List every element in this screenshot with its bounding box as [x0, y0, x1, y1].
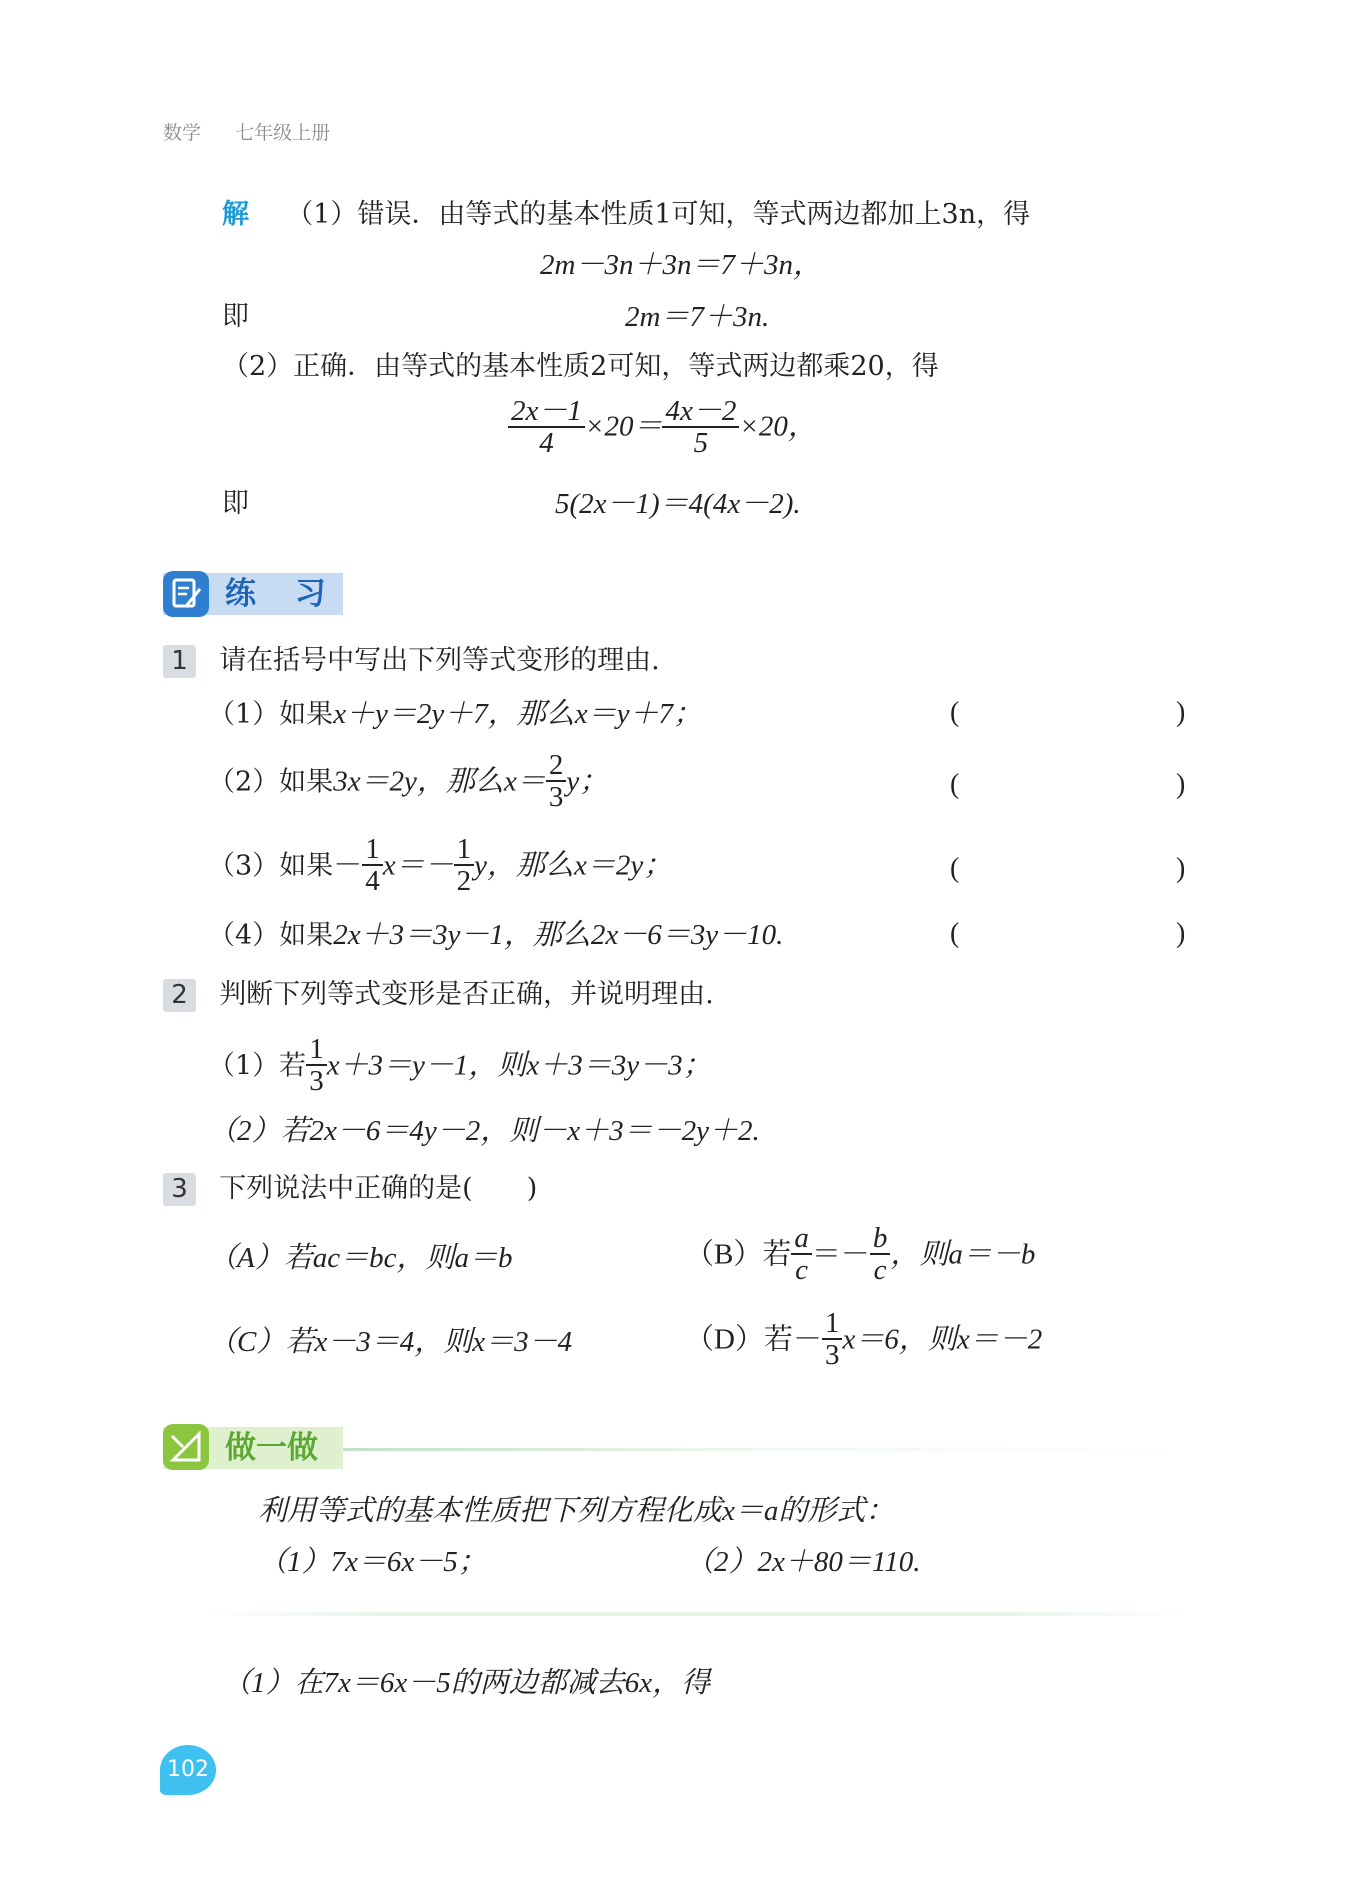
fraction: $\frac{b}{c}$	[870, 1223, 891, 1285]
solution-p1-eq1: 2m－3n＋3n＝7＋3n，	[540, 249, 822, 281]
fraction: $\frac{1}{2}$	[454, 834, 475, 896]
q2-item-1: （1）若 $\frac{1}{3}$ x＋3＝y－1，则x＋3＝3y－3；	[208, 1033, 712, 1097]
q3-stem: 3 下列说法中正确的是( )	[163, 1172, 537, 1206]
fraction: $\frac{2x-1}{4}$	[508, 396, 585, 458]
note-icon	[163, 571, 209, 617]
q3-option-c: （C）若x－3＝4，则x＝3－4	[208, 1326, 573, 1358]
q3-option-b: （B）若 $\frac{a}{c}$ ＝－ $\frac{b}{c}$ ，则a＝－b	[685, 1222, 1036, 1286]
activity-bottom-line	[200, 1612, 1190, 1616]
q1-item-3: （3）如果－ $\frac{1}{4}$ x＝－ $\frac{1}{2}$ y，那么x＝2y；	[208, 833, 673, 897]
fraction: $\frac{a}{c}$	[791, 1223, 812, 1285]
fraction: $\frac{1}{3}$	[306, 1034, 327, 1096]
answer-paren-right-4: )	[1176, 918, 1186, 949]
header-grade: 七年级上册	[235, 122, 331, 144]
q3-option-d: （D）若－ $\frac{1}{3}$ x＝6，则x＝－2	[685, 1307, 1043, 1371]
solution-p1-intro: （1）错误．由等式的基本性质1可知，等式两边都加上3n，得	[286, 199, 1031, 230]
q2-number: 2	[163, 979, 196, 1012]
fraction: $\frac{4x-2}{5}$	[662, 396, 739, 458]
answer-paren-right-2: )	[1176, 769, 1186, 800]
ji-label: 即	[222, 301, 249, 332]
page-number: 102	[160, 1745, 216, 1795]
q1-stem: 1 请在括号中写出下列等式变形的理由.	[163, 644, 660, 678]
q1-item-4: （4）如果2x＋3＝3y－1，那么2x－6＝3y－10.	[208, 919, 784, 951]
solution-p1-eq2: 2m＝7＋3n.	[625, 301, 770, 333]
q1-number: 1	[163, 645, 196, 678]
bottom-text: （1）在7x＝6x－5的两边都减去6x，得	[222, 1667, 711, 1699]
activity-item-1: （1）7x＝6x－5；	[258, 1546, 487, 1578]
answer-paren-right-1: )	[1176, 697, 1186, 728]
header-subject: 数学	[163, 122, 202, 144]
answer-paren-left-1: (	[950, 697, 960, 728]
fraction: $\frac{1}{3}$	[822, 1308, 843, 1370]
ji-label-2: 即	[222, 488, 249, 519]
q1-item-1: （1）如果x＋y＝2y＋7，那么x＝y＋7；	[208, 698, 703, 730]
solution-label: 解	[222, 199, 249, 230]
activity-item-2: （2）2x＋80＝110.	[685, 1546, 921, 1578]
q2-item-2: （2）若2x－6＝4y－2，则－x＋3＝－2y＋2.	[208, 1115, 760, 1147]
fraction: $\frac{1}{4}$	[362, 834, 383, 896]
q3-option-a: （A）若ac＝bc，则a＝b	[208, 1242, 513, 1274]
solution-line-1	[222, 198, 1030, 232]
answer-paren-left-3: (	[950, 853, 960, 884]
answer-paren-left-2: (	[950, 769, 960, 800]
answer-paren-left-4: (	[950, 918, 960, 949]
activity-title: 做一做	[225, 1430, 318, 1466]
q1-item-2: （2）如果3x＝2y，那么x＝ $\frac{2}{3}$ y；	[208, 749, 609, 813]
solution-p2-eq2: 5(2x－1)＝4(4x－2).	[555, 488, 801, 520]
solution-p2-eq1: $\frac{2x-1}{4}$ ×20＝ $\frac{4x-2}{5}$ ×20，	[508, 398, 817, 460]
activity-text: 利用等式的基本性质把下列方程化成x＝a的形式：	[258, 1495, 895, 1527]
activity-top-line	[340, 1448, 1190, 1451]
exercise-title: 练 习	[225, 576, 340, 612]
fraction: $\frac{2}{3}$	[546, 750, 567, 812]
solution-p2-intro: （2）正确．由等式的基本性质2可知，等式两边都乘20，得	[222, 351, 939, 382]
q2-stem: 2 判断下列等式变形是否正确，并说明理由.	[163, 978, 714, 1012]
q3-number: 3	[163, 1173, 196, 1206]
answer-paren-right-3: )	[1176, 853, 1186, 884]
pencil-ruler-icon	[163, 1424, 209, 1470]
